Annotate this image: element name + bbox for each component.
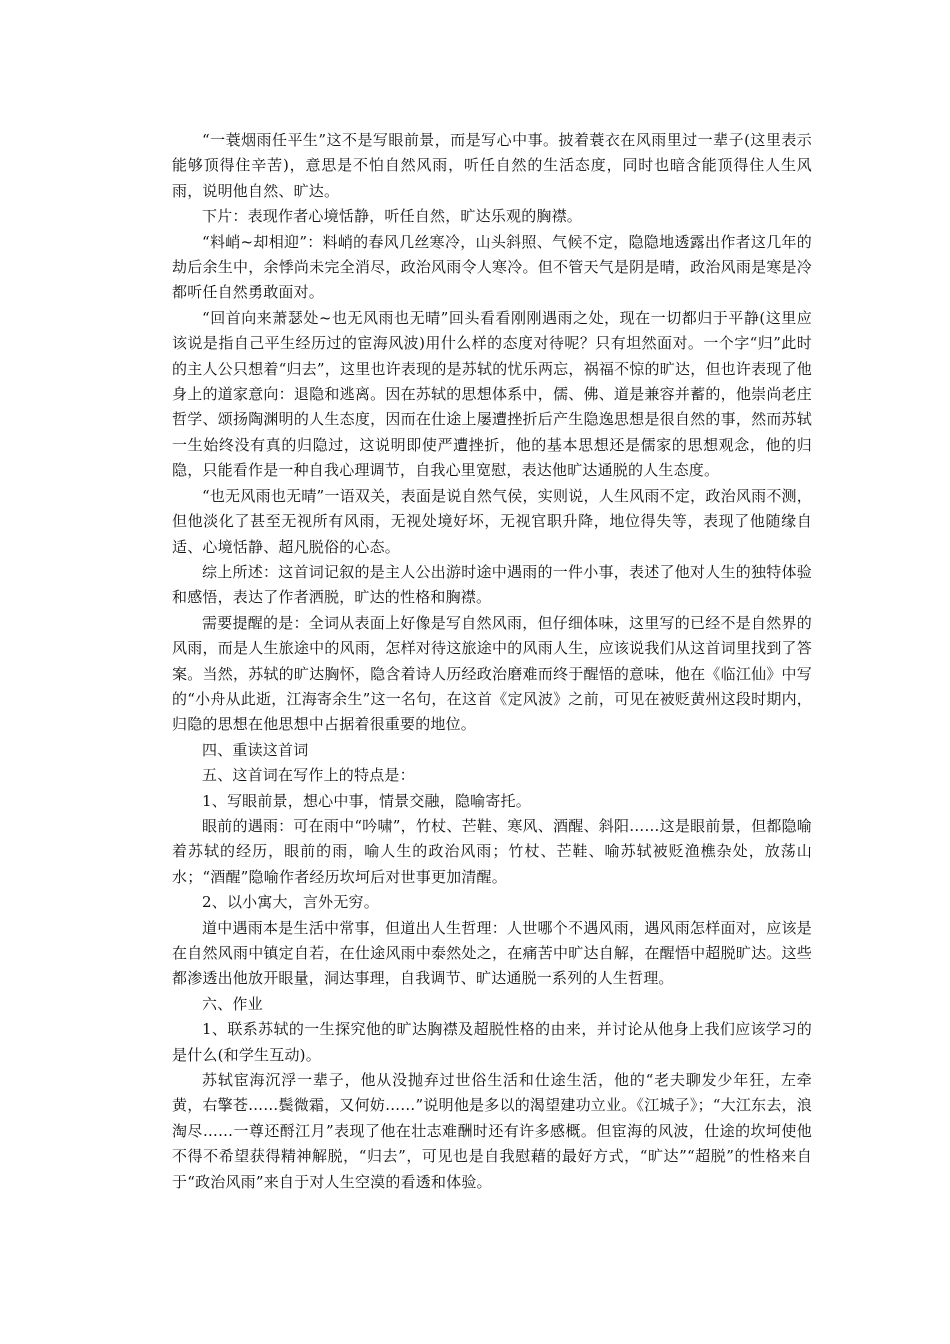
paragraph-liaoqiao: “料峭~却相迎”：料峭的春风几丝寒冷，山头斜照、气候不定，隐隐地透露出作者这几年的劫后余生中，余悸尚未完全消尽，政治风雨令人寒冷。但不管天气是阴是晴，政治风雨是寒是冷都听任自然勇敢面对。 (172, 232, 812, 302)
paragraph-xiapian: 下片：表现作者心境恬静，听任自然，旷达乐观的胸襟。 (202, 207, 583, 226)
paragraph-philosophy: 道中遇雨本是生活中常事，但道出人生哲理：人世哪个不遇风雨，遇风雨怎样面对，应该是在自然风雨中镇定自若，在仕途风雨中泰然处之，在痛苦中旷达自解，在醒悟中超脱旷达。这些都渗透出他放开眼量，洞达事理，自我调节、旷达通脱一系列的人生哲理。 (172, 918, 812, 988)
paragraph-huishou: “回首向来萧瑟处~也无风雨也无晴”回头看看刚刚遇雨之处，现在一切都归于平静(这里应该说是指自己平生经历过的宦海风波)用什么样的态度对待呢？只有坦然面对。一个字“归”此时的主人公只想着“归去”，这里也许表现的是苏轼的忧乐两忘，祸福不惊的旷达，但也许表现了他身上的道家意向：退隐和逃离。因在苏轼的思想体系中，儒、佛、道是兼容并蓄的，他崇尚老庄哲学、颂扬陶渊明的人生态度，因而在仕途上屡遭挫折后产生隐逸思想是很自然的事，然而苏轼一生始终没有真的归隐过，这说明即使严遭挫折，他的基本思想还是儒家的思想观念，他的归隐，只能看作是一种自我心理调节，自我心里宽慰，表达他旷达通脱的人生态度。 (172, 308, 812, 480)
section-heading-writing-features: 五、这首词在写作上的特点是： (202, 766, 415, 785)
homework-item-1: 1、联系苏轼的一生探究他的旷达胸襟及超脱性格的由来，并讨论从他身上我们应该学习的是什么(和学生互动)。 (172, 1020, 812, 1064)
paragraph-su-shi-career: 苏轼宦海沉浮一辈子，他从没抛弃过世俗生活和仕途生活，他的“老夫聊发少年狂，左牵黄，右擎苍……鬓微霜，又何妨……”说明他是多以的渴望建功立业。《江城子》；“大江东去，浪淘尽……一尊还酹江月”表现了他在壮志难酬时还有许多感概。但宦海的风波，仕途的坎坷使他不得不希望获得精神解脱，“归去”，可见也是自我慰藉的最好方式，“旷达”“超脱”的性格来自于“政治风雨”来自于对人生空漠的看透和体验。 (172, 1071, 812, 1191)
paragraph-yisuo-yanyu: “一蓑烟雨任平生”这不是写眼前景，而是写心中事。披着蓑衣在风雨里过一辈子(这里表示能够顶得住辛苦)，意思是不怕自然风雨，听任自然的生活态度，同时也暗含能顶得住人生风雨，说明他自然、旷达。 (172, 131, 812, 200)
paragraph-rain-scene: 眼前的遇雨：可在雨中“吟啸”，竹杖、芒鞋、寒风、酒醒、斜阳……这是眼前景，但都隐喻着苏轼的经历，眼前的雨，喻人生的政治风雨；竹杖、芒鞋、喻苏轼被贬渔樵杂处，放荡山水；“酒醒”隐喻作者经历坎坷后对世事更加清醒。 (172, 816, 812, 886)
paragraph-summary: 综上所述：这首词记叙的是主人公出游时途中遇雨的一件小事，表述了他对人生的独特体验和感悟，表达了作者洒脱，旷达的性格和胸襟。 (172, 562, 812, 607)
section-heading-homework: 六、作业 (202, 994, 263, 1013)
document-body (172, 128, 812, 1195)
feature-item-1: 1、写眼前景，想心中事，情景交融，隐喻寄托。 (202, 791, 531, 810)
section-heading-reread: 四、重读这首词 (202, 740, 309, 759)
paragraph-reminder: 需要提醒的是：全词从表面上好像是写自然风雨，但仔细体味，这里写的已经不是自然界的风雨，而是人生旅途中的风雨，怎样对待这旅途中的风雨人生，应该说我们从这首词里找到了答案。当然，苏轼的旷达胸怀，隐含着诗人历经政治磨难而终于醒悟的意味，他在《临江仙》中写的“小舟从此逝，江海寄余生”这一名句，在这首《定风波》之前，可见在被贬黄州这段时期内，归隐的思想在他思想中占据着很重要的地位。 (172, 613, 812, 734)
feature-item-2: 2、以小寓大，言外无穷。 (202, 893, 379, 912)
paragraph-ye-wu-fengyu: “也无风雨也无晴”一语双关，表面是说自然气侯，实则说，人生风雨不定，政治风雨不测，但他淡化了甚至无视所有风雨，无视处境好坏，无视官职升降，地位得失等，表现了他随缘自适、心境恬静、超凡脱俗的心态。 (172, 486, 812, 556)
